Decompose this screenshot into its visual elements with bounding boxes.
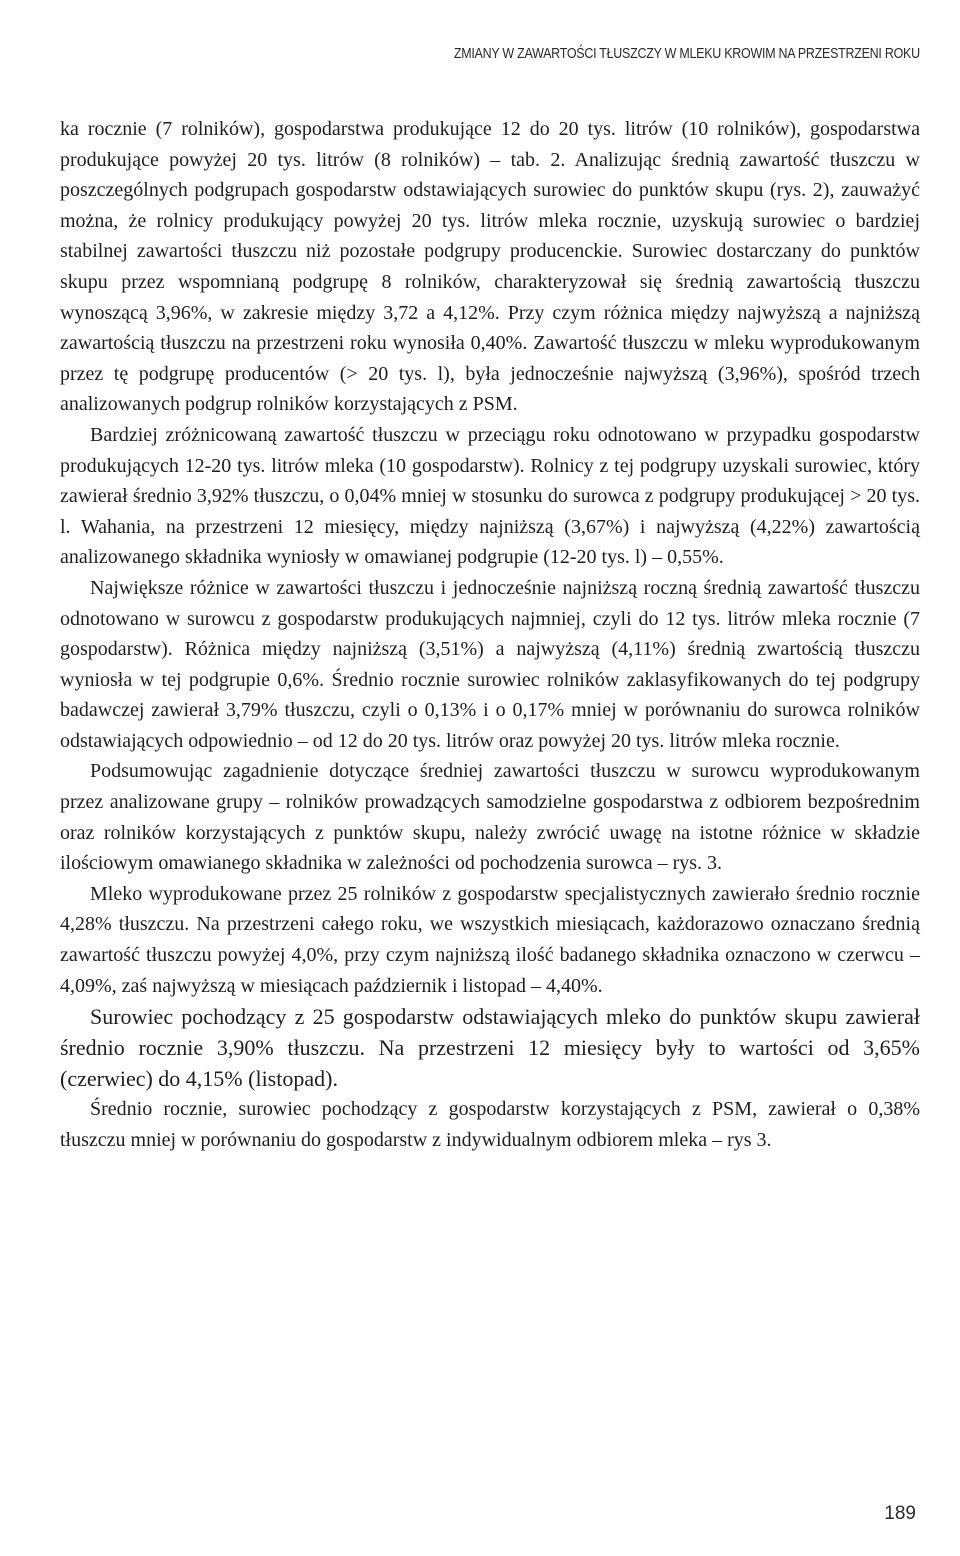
- paragraph: Podsumowując zagadnienie dotyczące średniej zawartości tłuszczu w surowcu wyprodukowanym przez analizowane grupy – rolników prowadzących samodzielne gospodarstwa z odbiorem bezpośrednim oraz rolników korzystających z punktów skupu, należy zwrócić uwagę na istotne różnice w składzie ilościowym omawianego składnika w zależności od pochodzenia surowca – rys. 3.: [60, 760, 920, 875]
- body-text: [60, 114, 920, 1155]
- paragraph: Surowiec pochodzący z 25 gospodarstw odstawiających mleko do punktów skupu zawierał średnio rocznie 3,90% tłuszczu. Na przestrzeni 12 miesięcy były to wartości od 3,65% (czerwiec) do 4,15% (listopad).: [60, 1004, 920, 1092]
- paragraph: Bardziej zróżnicowaną zawartość tłuszczu w przeciągu roku odnotowano w przypadku gospodarstw produkujących 12-20 tys. litrów mleka (10 gospodarstw). Rolnicy z tej podgrupy uzyskali surowiec, który zawierał średnio 3,92% tłuszczu, o 0,04% mniej w stosunku do surowca z podgrupy produkującej > 20 tys. l. Wahania, na przestrzeni 12 miesięcy, między najniższą (3,67%) i najwyższą (4,22%) zawartością analizowanego składnika wyniosły w omawianej podgrupie (12-20 tys. l) – 0,55%.: [60, 423, 920, 569]
- paragraph-continued: ka rocznie (7 rolników), gospodarstwa produkujące 12 do 20 tys. litrów (10 rolników), gospodarstwa produkujące powyżej 20 tys. litrów (8 rolników) – tab. 2. Analizując średnią zawartość tłuszczu w poszczególnych podgrupach gospodarstw odstawiających surowiec do punktów skupu (rys. 2), zauważyć można, że rolnicy produkujący powyżej 20 tys. litrów mleka rocznie, uzyskują surowiec o bardziej stabilnej zawartości tłuszczu niż pozostałe podgrupy producenckie. Surowiec dostarczany do punktów skupu przez wspomnianą podgrupę 8 rolników, charakteryzował się średnią zawartością tłuszczu wynoszącą 3,96%, w zakresie między 3,72 a 4,12%. Przy czym różnica między najwyższą a najniższą zawartością tłuszczu na przestrzeni roku wynosiła 0,40%. Zawartość tłuszczu w mleku wyprodukowanym przez tę podgrupę producentów (> 20 tys. l), była jednocześnie najwyższą (3,96%), spośród trzech analizowanych podgrup rolników korzystających z PSM.: [60, 118, 920, 416]
- paragraph: Średnio rocznie, surowiec pochodzący z gospodarstw korzystających z PSM, zawierał o 0,38% tłuszczu mniej w porównaniu do gospodarstw z indywidualnym odbiorem mleka – rys 3.: [60, 1098, 920, 1151]
- paragraph: Mleko wyprodukowane przez 25 rolników z gospodarstw specjalistycznych zawierało średnio rocznie 4,28% tłuszczu. Na przestrzeni całego roku, we wszystkich miesiącach, każdorazowo oznaczano średnią zawartość tłuszczu powyżej 4,0%, przy czym najniższą ilość badanego składnika oznaczono w czerwcu – 4,09%, zaś najwyższą w miesiącach październik i listopad – 4,40%.: [60, 882, 920, 997]
- running-header: ZMIANY W ZAWARTOŚCI TŁUSZCZY W MLEKU KROWIM NA PRZESTRZENI ROKU: [454, 46, 920, 62]
- paragraph: Największe różnice w zawartości tłuszczu i jednocześnie najniższą roczną średnią zawartość tłuszczu odnotowano w surowcu z gospodarstw produkujących najmniej, czyli do 12 tys. litrów mleka rocznie (7 gospodarstw). Różnica między najniższą (3,51%) a najwyższą (4,11%) średnią zwartością tłuszczu wyniosła w tej podgrupie 0,6%. Średnio rocznie surowiec rolników zaklasyfikowanych do tej podgrupy badawczej zawierał 3,79% tłuszczu, czyli o 0,13% i o 0,17% mniej w porównaniu do surowca rolników odstawiających odpowiednio – od 12 do 20 tys. litrów oraz powyżej 20 tys. litrów mleka rocznie.: [60, 576, 920, 752]
- page-number: 189: [884, 1503, 916, 1524]
